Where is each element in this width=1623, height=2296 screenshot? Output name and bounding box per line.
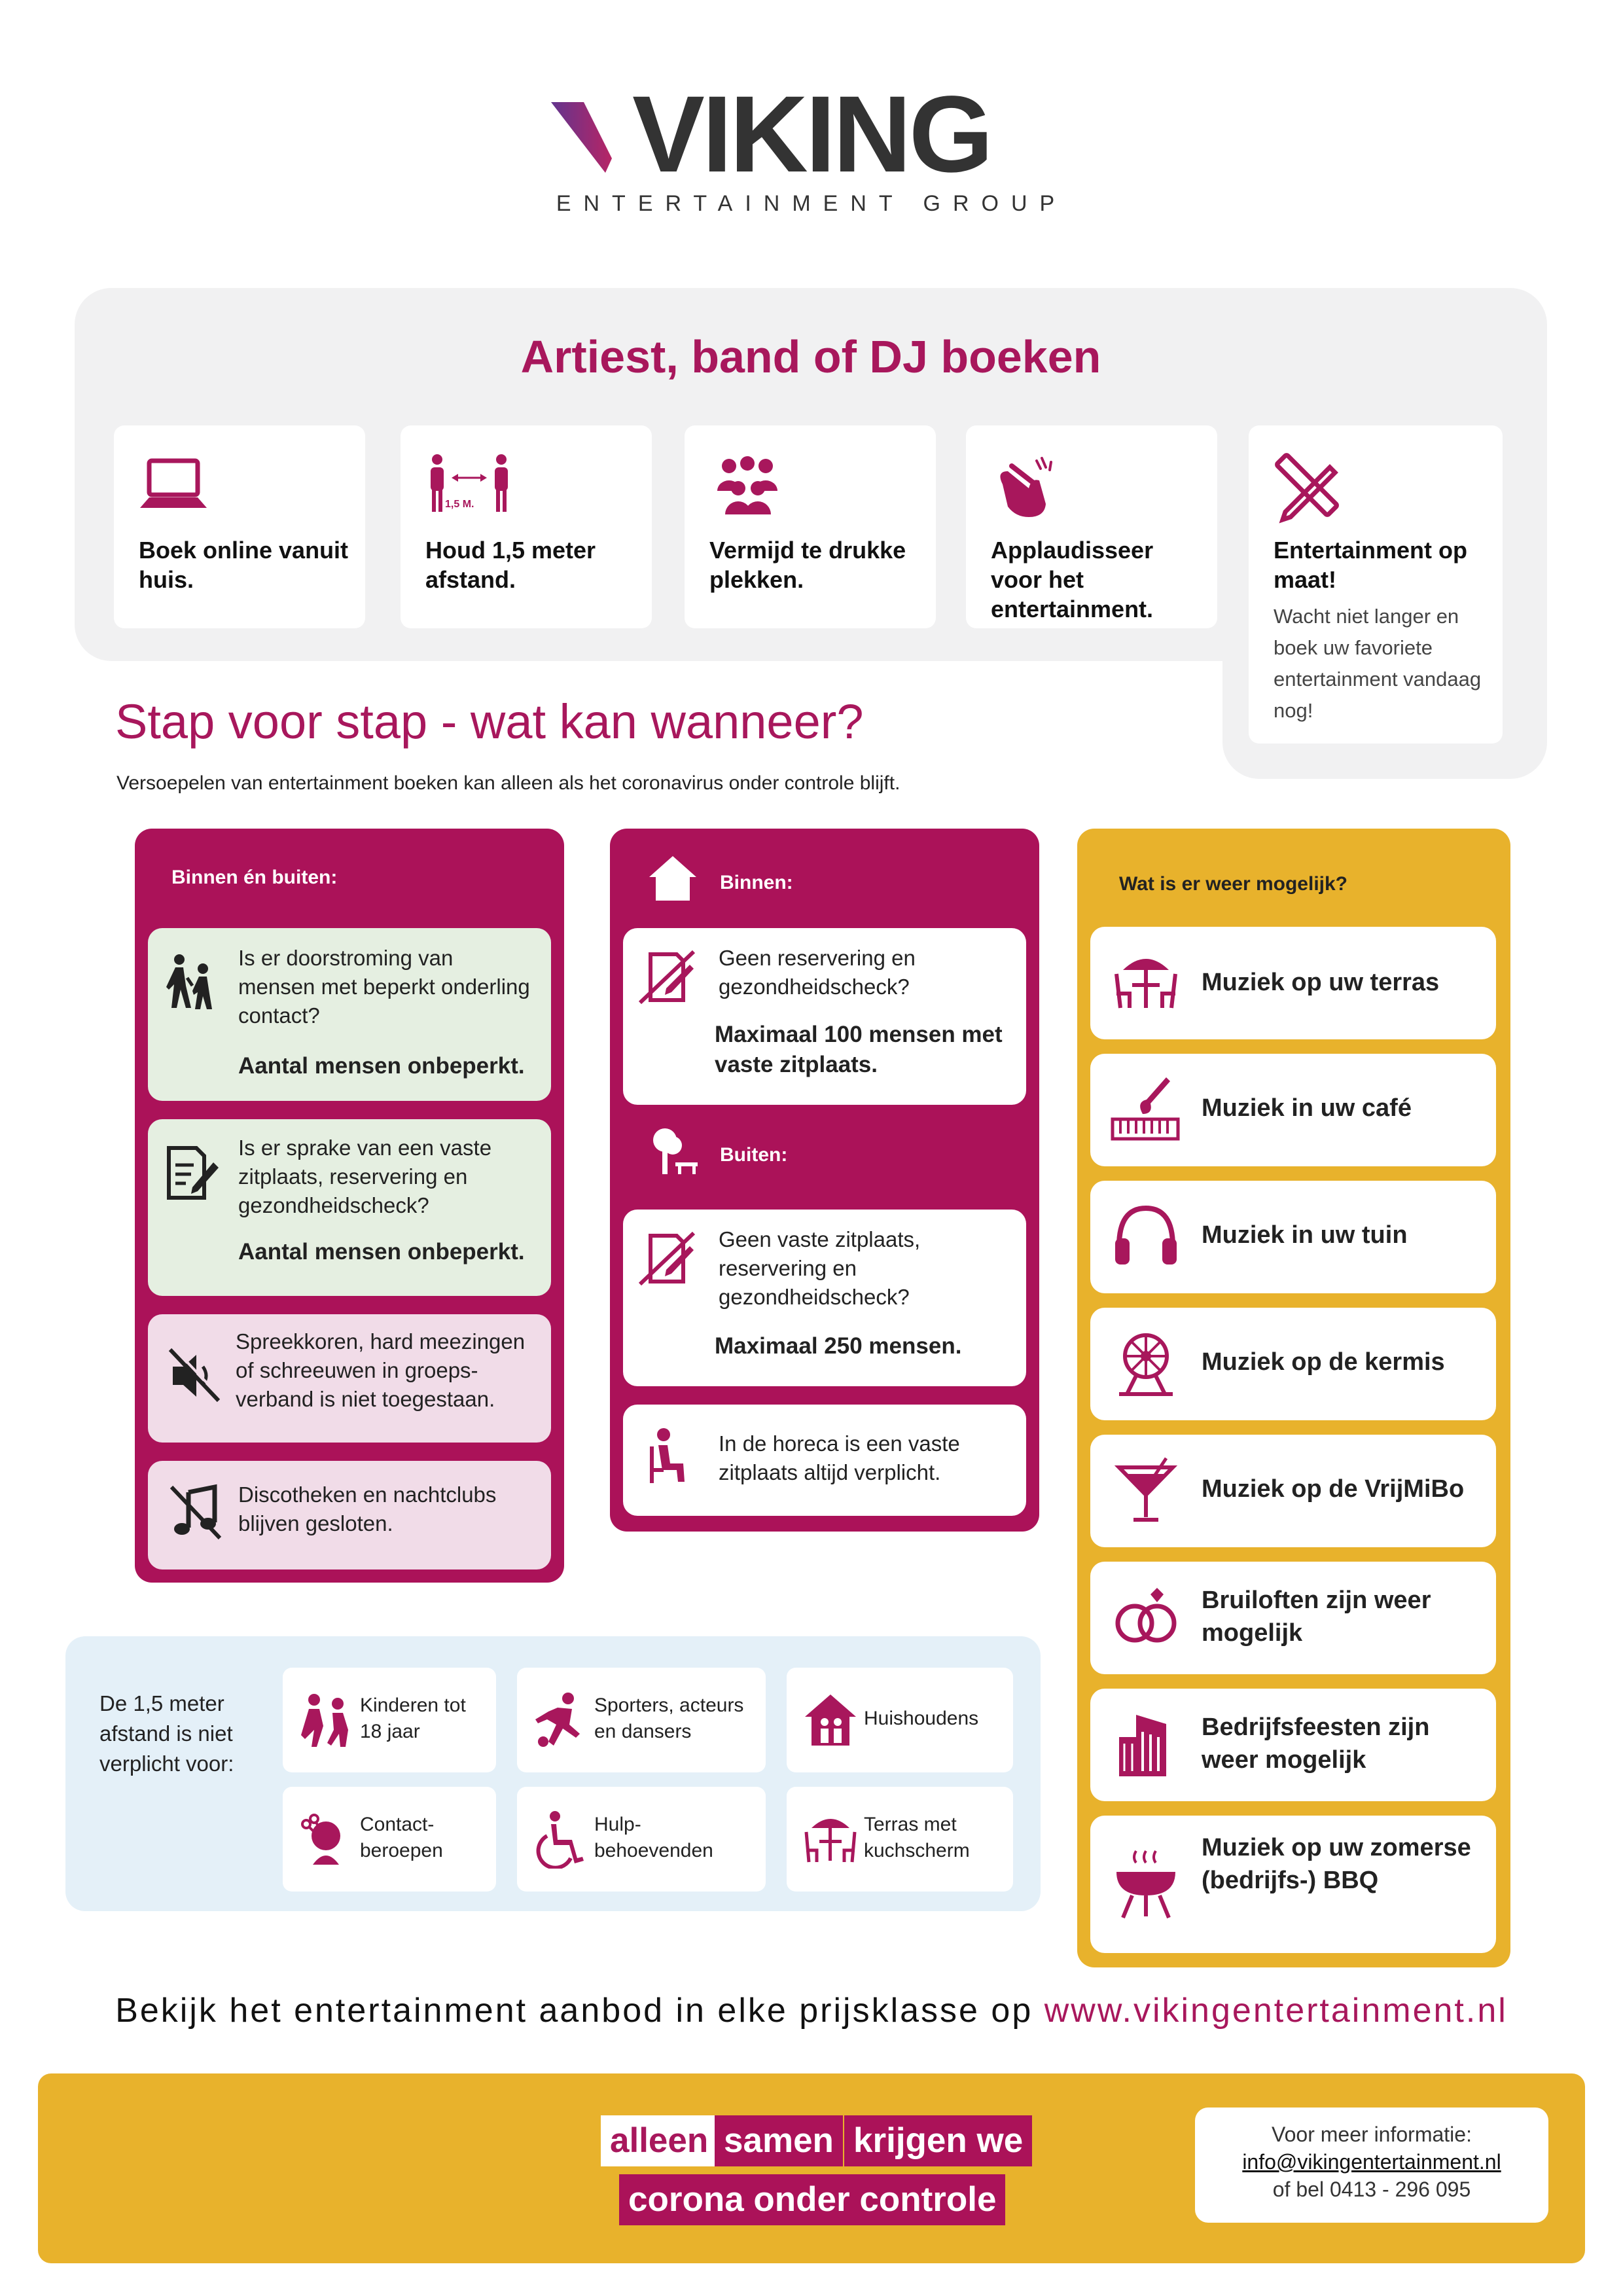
rule-answer: Maximaal 100 mensen met vaste zitplaats. xyxy=(715,1022,1003,1077)
rule-card xyxy=(148,1461,551,1570)
tip-card-crowd xyxy=(685,425,936,628)
rule-answer: Aantal mensen onbeperkt. xyxy=(238,1239,525,1265)
slogan-word: alleen xyxy=(601,2115,717,2166)
children-icon xyxy=(297,1691,356,1749)
cta-line xyxy=(0,1991,1623,2030)
booking-title: Artiest, band of DJ boeken xyxy=(520,331,1101,382)
possible-label: Muziek op uw terras xyxy=(1202,969,1440,996)
no-music-icon xyxy=(168,1483,226,1542)
tip-text: Vermijd te drukke plekken. xyxy=(709,537,906,593)
cta-text: Bekijk het entertainment aanbod in elke prijsklasse op xyxy=(115,1992,1033,2030)
rule-question: Discotheken en nachtclubs blijven gesloten. xyxy=(238,1482,497,1535)
rule-question: Geen vaste zitplaats, reservering en gezondheidscheck? xyxy=(719,1227,921,1309)
exemption-item xyxy=(787,1668,1013,1772)
exemption-label: Contact-beroepen xyxy=(360,1814,443,1861)
tip-text: Applaudisseer voor het entertainment. xyxy=(991,537,1154,622)
rule-card xyxy=(148,928,551,1101)
steps-title: Stap voor stap - wat kan wanneer? xyxy=(115,694,864,749)
bbq-icon xyxy=(1110,1848,1182,1920)
rule-question: In de horeca is een vaste zitplaats altijd verplicht. xyxy=(719,1431,960,1484)
possible-label: Muziek op de kermis xyxy=(1202,1348,1445,1376)
tip-text: Houd 1,5 meter afstand. xyxy=(425,537,596,593)
contact-label: Voor meer informatie: xyxy=(1272,2123,1472,2146)
terrace-icon xyxy=(1110,948,1182,1020)
crowd-icon xyxy=(708,452,780,524)
possible-item xyxy=(1090,1435,1496,1547)
exemption-label: Terras met kuchscherm xyxy=(864,1814,970,1861)
possible-item xyxy=(1090,1816,1496,1953)
column-heading-inside: Binnen: xyxy=(720,872,793,893)
cocktail-icon xyxy=(1110,1454,1182,1526)
possible-item xyxy=(1090,1562,1496,1674)
household-icon xyxy=(801,1691,860,1749)
walking-people-icon xyxy=(162,952,221,1011)
tip-card-distance xyxy=(401,425,652,628)
possible-label: Muziek in uw tuin xyxy=(1202,1221,1408,1249)
column-heading-outside: Buiten: xyxy=(720,1144,788,1166)
tip-card-applause xyxy=(966,425,1217,628)
viking-logo xyxy=(550,92,1073,183)
slogan-word: samen xyxy=(715,2115,843,2166)
house-icon xyxy=(647,852,699,905)
exemption-label: Hulp-behoevenden xyxy=(594,1814,713,1861)
ferris-wheel-icon xyxy=(1110,1326,1182,1398)
exemption-label: Sporters, acteurs en dansers xyxy=(594,1695,744,1742)
exemption-item xyxy=(283,1787,496,1892)
email-link[interactable]: info@vikingentertainment.nl xyxy=(1242,2150,1501,2174)
tip-text: Entertainment op maat! xyxy=(1274,537,1468,593)
rule-card xyxy=(148,1314,551,1443)
contact-box xyxy=(1195,2108,1548,2223)
logo-text: VIKING xyxy=(632,92,991,183)
building-icon xyxy=(1110,1708,1182,1780)
possible-label: Muziek in uw café xyxy=(1202,1094,1412,1122)
exemption-item xyxy=(517,1787,766,1892)
slogan-word: krijgen we xyxy=(844,2115,1032,2166)
tip-description: Wacht niet langer en boek uw favoriete entertainment vandaag nog! xyxy=(1274,605,1482,722)
slogan-word: corona onder controle xyxy=(619,2174,1005,2225)
logo-tagline: ENTERTAINMENT GROUP xyxy=(556,191,1067,216)
exemption-item xyxy=(517,1668,766,1772)
possible-item xyxy=(1090,1054,1496,1166)
applause-icon xyxy=(990,452,1061,524)
tip-text: Boek online vanuit huis. xyxy=(139,537,349,593)
rule-question: Spreekkoren, hard meezingen of schreeuwen in groeps-verband is niet toegestaan. xyxy=(236,1329,526,1411)
rule-card xyxy=(623,1405,1026,1516)
rule-question: Is er doorstroming van mensen met beperkt onderling contact? xyxy=(238,946,530,1028)
possible-item xyxy=(1090,927,1496,1039)
possible-item xyxy=(1090,1689,1496,1801)
possible-label: Muziek op uw zomerse (bedrijfs-) BBQ xyxy=(1202,1834,1471,1894)
rule-answer: Aantal mensen onbeperkt. xyxy=(238,1053,525,1079)
tip-card-online xyxy=(114,425,365,628)
possible-item xyxy=(1090,1181,1496,1293)
rule-answer: Maximaal 250 mensen. xyxy=(715,1333,962,1359)
possible-item xyxy=(1090,1308,1496,1420)
rule-card xyxy=(148,1119,551,1296)
pencil-ruler-icon xyxy=(1272,452,1344,524)
rings-icon xyxy=(1110,1581,1182,1653)
no-reservation-icon xyxy=(637,1229,696,1288)
mute-icon xyxy=(168,1347,226,1406)
exemption-label: Kinderen tot 18 jaar xyxy=(360,1695,466,1742)
exemption-label: Huishoudens xyxy=(864,1708,979,1729)
possible-label: Muziek op de VrijMiBo xyxy=(1202,1475,1465,1503)
distance-badge: 1,5 M. xyxy=(445,499,474,510)
rule-card xyxy=(623,1210,1026,1386)
wheelchair-icon xyxy=(531,1810,590,1869)
possible-label: Bruiloften zijn weer mogelijk xyxy=(1202,1587,1431,1647)
exemptions-title: De 1,5 meter afstand is niet verplicht voor: xyxy=(99,1691,234,1776)
tip-card-custom xyxy=(1249,425,1503,744)
column-heading: Wat is er weer mogelijk? xyxy=(1119,873,1347,895)
rule-question: Is er sprake van een vaste zitplaats, reservering en gezondheidscheck? xyxy=(238,1136,492,1217)
form-pencil-icon xyxy=(162,1143,221,1202)
seated-person-icon xyxy=(637,1427,696,1486)
possible-label: Bedrijfsfeesten zijn weer mogelijk xyxy=(1202,1713,1430,1774)
headphones-icon xyxy=(1110,1200,1182,1272)
laptop-icon xyxy=(137,452,209,524)
guitar-keyboard-icon xyxy=(1110,1073,1182,1145)
website-link[interactable]: www.vikingentertainment.nl xyxy=(1044,1992,1508,2030)
rule-question: Geen reservering en gezondheidscheck? xyxy=(719,946,916,999)
steps-subtitle: Versoepelen van entertainment boeken kan alleen als het coronavirus onder controle blijft. xyxy=(116,772,901,794)
terrace-screen-icon xyxy=(801,1810,860,1869)
exemption-item xyxy=(787,1787,1013,1892)
athlete-icon xyxy=(531,1691,590,1749)
no-reservation-icon xyxy=(637,948,696,1007)
hairdresser-icon xyxy=(297,1810,356,1869)
distance-icon xyxy=(424,452,496,524)
column-heading: Binnen én buiten: xyxy=(171,867,338,888)
rule-card xyxy=(623,928,1026,1105)
phone-number: of bel 0413 - 296 095 xyxy=(1272,2178,1471,2201)
exemption-item xyxy=(283,1668,496,1772)
tree-bench-icon xyxy=(647,1126,699,1178)
